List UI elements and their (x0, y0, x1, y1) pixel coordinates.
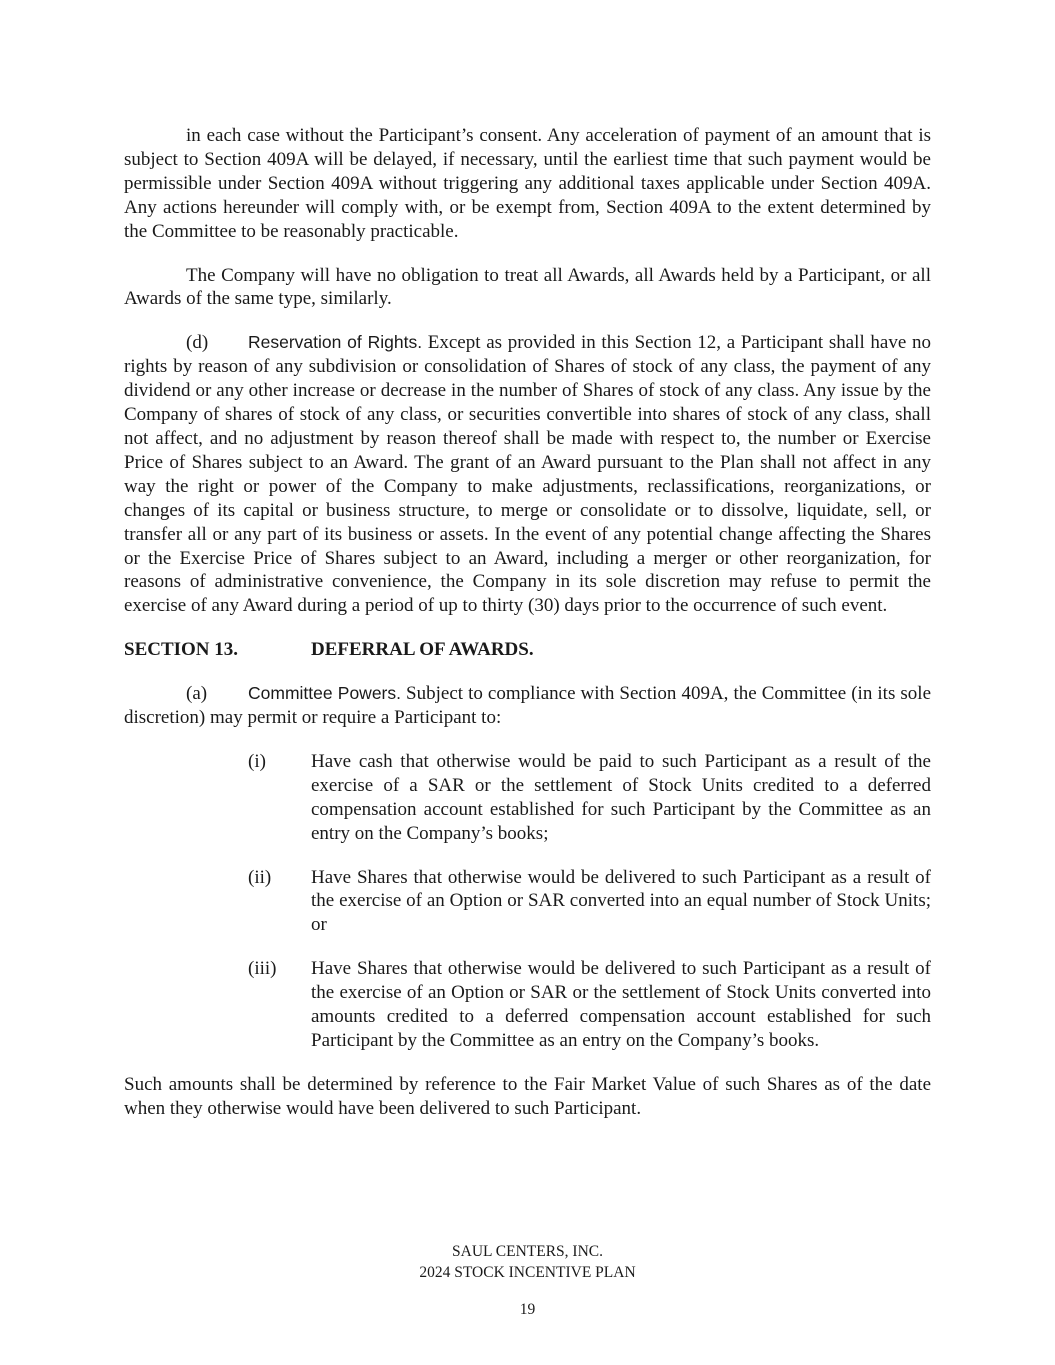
paragraph-continuation: in each case without the Participant’s consent. Any acceleration of payment of an amount that is subject to Section 409A will be delayed, if necessary, until the earliest time that such payment would be permissible under Section 409A without triggering any additional taxes applicable under Section 409A. Any actions hereunder will comply with, or be exempt from, Section 409A to the extent determined by the Committee to be reasonably practicable. (124, 125, 931, 242)
page-number: 19 (519, 1301, 536, 1318)
list-item (124, 750, 931, 846)
list-item-text: Have cash that otherwise would be paid to such Participant as a result of the exercise of a SAR or the settlement of Stock Units credited to a deferred compensation account established for such Participant by the Committee as an entry on the Company’s books; (311, 750, 931, 844)
paragraph-no-obligation: The Company will have no obligation to treat all Awards, all Awards held by a Participant, or all Awards of the same type, similarly. (124, 264, 931, 310)
list-item-label: (ii) (248, 866, 272, 888)
list-item (124, 866, 931, 938)
list-item-text: Have Shares that otherwise would be delivered to such Participant as a result of the exercise of an Option or SAR or the settlement of Stock Units converted into amounts credited to a deferred compensation account established for such Participant by the Committee as an entry on the Company’s books. (311, 958, 931, 1051)
paragraph-committee-powers (124, 682, 931, 730)
list-item-label: (iii) (248, 958, 277, 980)
clause-number-a: (a) (186, 683, 208, 705)
clause-caption-committee: Committee Powers. (248, 683, 401, 704)
page-footer (0, 1241, 1055, 1283)
clause-caption-reservation: Reservation of Rights. (248, 332, 423, 353)
section-title: DEFERRAL OF AWARDS. (311, 639, 534, 661)
footer-plan: 2024 STOCK INCENTIVE PLAN (419, 1264, 636, 1281)
paragraph-reservation-of-rights (124, 331, 931, 618)
list-item (124, 957, 931, 1053)
list-item-text: Have Shares that otherwise would be delivered to such Participant as a result of the exercise of an Option or SAR converted into an equal number of Stock Units; or (311, 866, 931, 936)
list-item-label: (i) (248, 750, 266, 772)
clause-number-d: (d) (186, 332, 209, 354)
clause-text-reservation: Except as provided in this Section 12, a Participant shall have no rights by reason of any subdivision or consolidation of Shares of stock of any class, the payment of any dividend or any other increase or decrease in the number of Shares of stock of any class. Any issue by the Company of shares of stock of any class, or securities convertible into shares of stock of any class, shall not affect, and no adjustment by reason thereof shall be made with respect to, the number or Exercise Price of Shares subject to an Award. The grant of an Award pursuant to the Plan shall not affect in any way the right or power of the Company to make adjustments, reclassifications, reorganizations, or changes of its capital or business structure, to merge or consolidate or to dissolve, liquidate, sell, or transfer all or any part of its business or assets. In the event of any potential change affecting the Shares or the Exercise Price of Shares subject to an Award, including a merger or other reorganization, for reasons of administrative convenience, the Company in its sole discretion may refuse to permit the exercise of any Award during a period of up to thirty (30) days prior to the occurrence of such event. (124, 332, 931, 617)
paragraph-fair-market-value: Such amounts shall be determined by reference to the Fair Market Value of such Shares as of the date when they otherwise would have been delivered to such Participant. (124, 1073, 931, 1119)
clause-text-committee: Subject to compliance with Section 409A, the Committee (in its sole discretion) may permit or require a Participant to: (124, 683, 932, 729)
section-number: SECTION 13. (124, 639, 239, 661)
document-body (124, 124, 931, 1141)
footer-company: SAUL CENTERS, INC. (452, 1243, 603, 1260)
section-heading (124, 638, 931, 662)
